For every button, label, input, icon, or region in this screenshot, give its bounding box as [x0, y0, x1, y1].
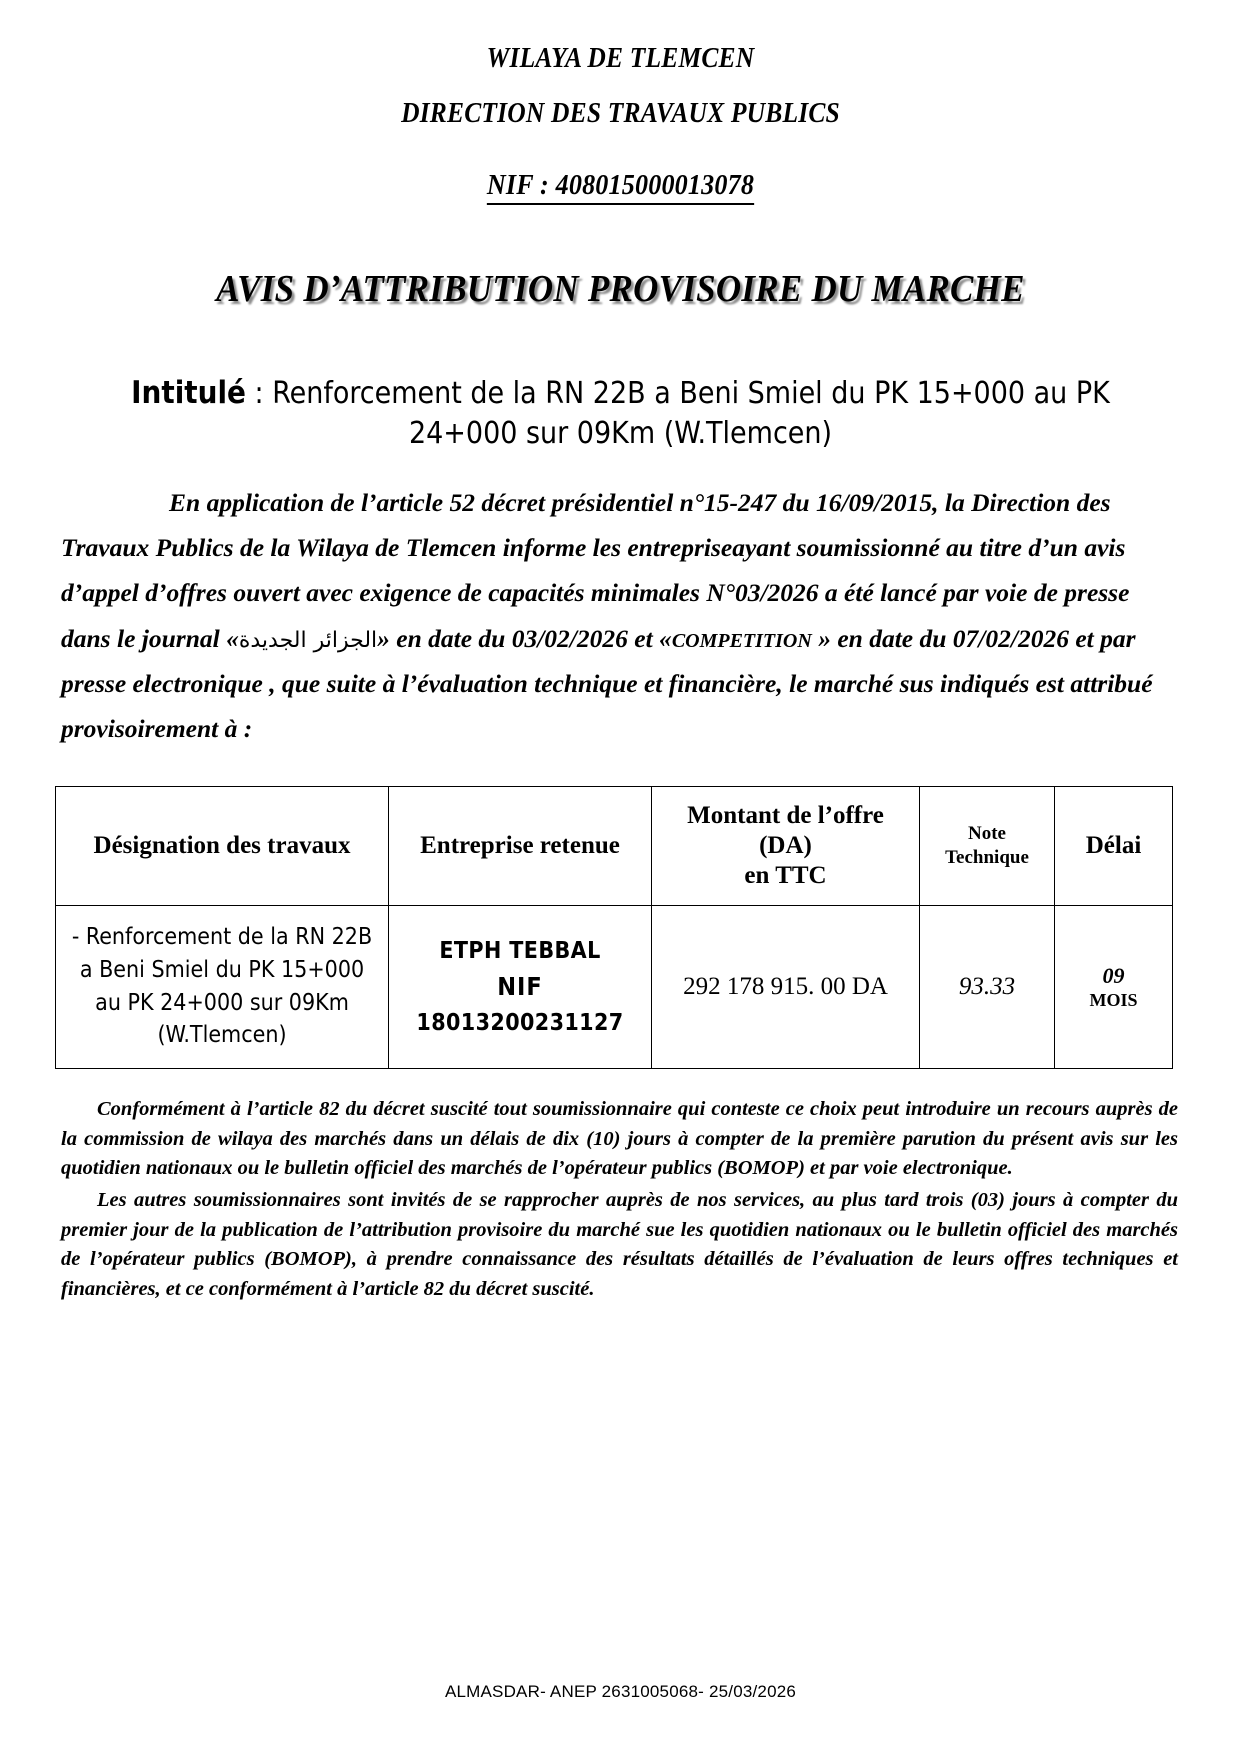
entreprise-nif-label: NIF [497, 972, 543, 1002]
nif-header [55, 169, 1186, 205]
designation-line: au PK 24+000 sur 09Km [95, 989, 349, 1016]
header-montant-line2: en TTC [744, 861, 827, 889]
page-title-text: AVIS D’ATTRIBUTION PROVISOIRE DU MARCHE [216, 268, 1025, 311]
body-segment-3: » en date du 07/02/2026 et par presse electronique , que suite à l’évaluation technique et financière, le marché sus indiqués est attribué provisoirement à : [61, 623, 1153, 744]
intitule-label: Intitulé [131, 375, 246, 412]
body-paragraph [55, 480, 1186, 752]
designation-line: - Renforcement de la RN 22B [71, 924, 373, 951]
cell-montant: 292 178 915. 00 DA [652, 905, 920, 1068]
organization-header [55, 42, 1186, 205]
header-montant-line1: Montant de l’offre (DA) [687, 801, 884, 859]
designation-line: a Beni Smiel du PK 15+000 [79, 957, 365, 984]
journal-name-competition: COMPETITION [671, 629, 812, 652]
cell-delai [1055, 905, 1173, 1068]
intitule-separator: : [245, 376, 273, 412]
nif-header-value: NIF : 408015000013078 [487, 169, 754, 205]
header-designation: Désignation des travaux [56, 786, 389, 905]
intitule-value: Renforcement de la RN 22B a Beni Smiel du PK 15+000 au PK 24+000 sur 09Km (W.Tlemcen) [272, 376, 1110, 451]
header-note-line1: Note [968, 823, 1006, 845]
cell-entreprise [389, 905, 652, 1068]
footer-paragraph-2: Les autres soumissionnaires sont invités de se rapprocher auprès de nos services, au plus tard trois (03) jours à compter du premier jour de la publication de l’attribution provisoire du marché sue les quotidien nationaux ou le bulletin officiel des marchés de l’opérateur publics (BOMOP), à prendre connaissance des résultats détaillés de l’évaluation de leurs offres techniques et financières, et ce conformément à l’article 82 du décret suscité. [61, 1188, 1178, 1301]
award-table-body [56, 905, 1173, 1068]
entreprise-nif-value: 18013200231127 [416, 1009, 624, 1036]
cell-designation [56, 905, 389, 1068]
table-row [56, 905, 1173, 1068]
award-table-head [56, 786, 1173, 905]
award-table [55, 786, 1173, 1069]
header-note-line2: Technique [945, 846, 1029, 868]
designation-line: (W.Tlemcen) [157, 1022, 287, 1049]
wilaya-name: WILAYA DE TLEMCEN [486, 42, 755, 74]
body-segment-2: » en date du 03/02/2026 et « [377, 623, 672, 653]
delai-unit: MOIS [1089, 990, 1138, 1011]
direction-name: DIRECTION DES TRAVAUX PUBLICS [401, 97, 840, 130]
intitule-block [55, 373, 1186, 454]
delai-number: 09 [1102, 962, 1125, 988]
header-montant [652, 786, 920, 905]
footer-paragraph-1: Conformément à l’article 82 du décret suscité tout soumissionnaire qui conteste ce choix peut introduire un recours auprès de la commission de wilaya des marchés dans un délais de dix (10) jours à compter de la première parution du présent avis sur les quotidien nationaux ou le bulletin officiel des marchés de l’opérateur publics (BOMOP) et par voie electronique. [61, 1097, 1178, 1180]
anep-reference: ALMASDAR- ANEP 2631005068- 25/03/2026 [444, 1682, 797, 1701]
table-header-row [56, 786, 1173, 905]
header-note-technique [920, 786, 1055, 905]
cell-note-technique: 93.33 [920, 905, 1055, 1068]
journal-name-arabic: الجزائر الجديدة [238, 627, 378, 653]
body-segment-1: En application de l’article 52 décret présidentiel n°15-247 du 16/09/2015, la Direction des Travaux Publics de la Wilaya de Tlemcen informe les entrepriseayant soumissionné au titre d’un avis d’appel d’offres ouvert avec exigence de capacités minimales N°03/2026 a été lancé par voie de presse dans le journal « [61, 487, 1130, 653]
header-entreprise: Entreprise retenue [389, 786, 652, 905]
header-delai: Délai [1055, 786, 1173, 905]
page-title [55, 267, 1186, 311]
footer-paragraphs [55, 1095, 1186, 1305]
entreprise-name: ETPH TEBBAL [439, 937, 601, 964]
